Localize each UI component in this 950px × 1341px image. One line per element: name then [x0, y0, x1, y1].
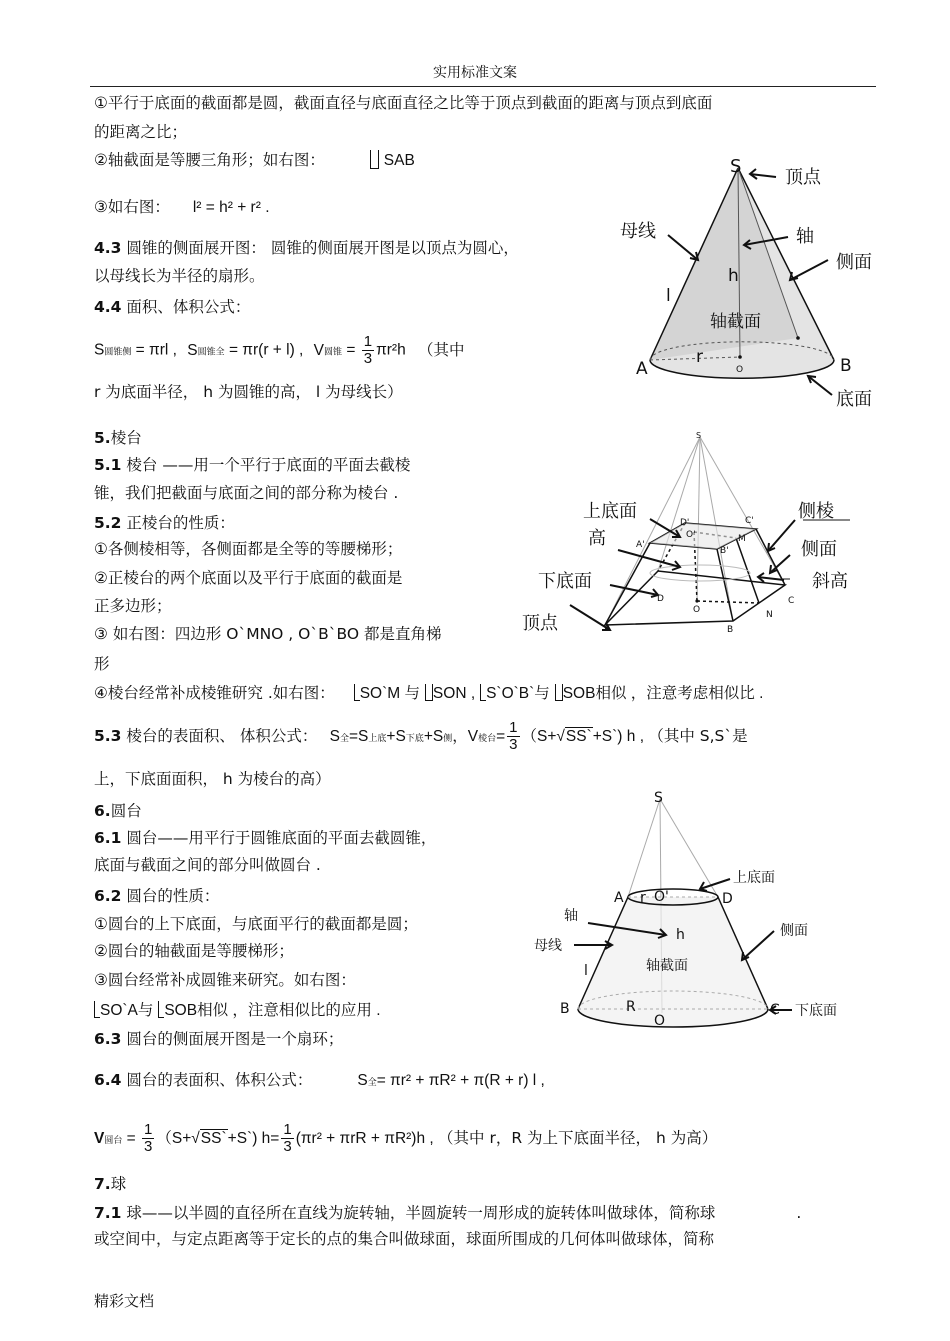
frac-num: 1 [509, 719, 518, 737]
one-third [362, 334, 374, 367]
frustum-figure [520, 425, 860, 650]
paren-open: （S+ [156, 1130, 192, 1147]
s44-number: 4.4 [94, 298, 122, 316]
s51-text: 棱台 ——用一个平行于底面的平面去截棱 [121, 456, 411, 474]
s-letter: S [94, 341, 105, 359]
label-vertex: 顶点 [785, 167, 821, 188]
similar-1: SO`M 与 [359, 685, 420, 702]
s44-line [94, 297, 250, 317]
page-header: 实用标准文案 [433, 65, 517, 81]
s-sub: 下底 [405, 733, 424, 743]
label-r: r [640, 890, 646, 906]
s7-title: 球 [110, 1175, 127, 1193]
s62-p2: ②圆台的轴截面是等腰梯形； [94, 942, 294, 960]
s-letter: S [187, 341, 198, 359]
label-axis: 轴 [796, 226, 814, 247]
label-a: A [604, 624, 611, 634]
frac-den: 3 [283, 1138, 292, 1156]
label-o1: O' [654, 889, 669, 905]
s43-text: 圆锥的侧面展开图： 圆锥的侧面展开图是以顶点为圆心， [121, 239, 519, 257]
v-letter: V [467, 728, 479, 745]
label-b1: B' [720, 546, 729, 556]
s52-p3b: 形 [94, 655, 110, 673]
label-o: O [654, 1013, 666, 1029]
one-third [507, 720, 519, 753]
s64-number: 6.4 [94, 1071, 122, 1089]
s-letter: S [329, 728, 340, 745]
s52-line [94, 513, 235, 533]
label-s: S [730, 156, 742, 177]
label-slant: 斜高 [812, 571, 848, 592]
comma: ， [452, 728, 468, 745]
s7-heading [94, 1174, 126, 1194]
s53-number: 5.3 [94, 727, 122, 745]
s61-line2: 底面与截面之间的部分叫做圆台 . [94, 856, 321, 874]
plus: +S [423, 728, 444, 745]
s53-note2: 上，下底面面积， h 为棱台的高） [94, 770, 331, 788]
v-sub: 圆锥 [324, 346, 343, 357]
label-generatrix: 母线 [620, 221, 656, 242]
label-s: S [654, 790, 663, 806]
s53-line: 5.3 棱台的表面积、 体积公式： S全=S上底+S下底+S侧，V棱台= $\frac{1}{3}$ （S+√SS`+S`) h , （其中 S,S`是 [94, 719, 748, 754]
equals: = [496, 728, 506, 745]
cone-note: r 为底面半径， h 为圆锥的高， l 为母线长） [94, 383, 403, 401]
label-upper-base: 上底面 [583, 501, 637, 522]
similar-4: SOB相似 ，注意考虑相似比 . [562, 685, 764, 702]
s51-number: 5.1 [94, 456, 122, 474]
s52-p2: ②正棱台的两个底面以及平行于底面的截面是 [94, 569, 403, 587]
label-h: h [728, 266, 739, 286]
v-sub: 棱台 [478, 733, 497, 743]
s-sub: 圆锥侧 [104, 346, 132, 357]
paren-close: +S`) h , [592, 728, 645, 745]
similar-3: S`O`B`与 [486, 685, 550, 702]
s52-number: 5.2 [94, 514, 122, 532]
label-lateral: 侧面 [836, 252, 872, 273]
label-a1: A' [636, 540, 645, 550]
s71-text: 球——以半圆的直径所在直线为旋转轴，半圆旋转一周形成的旋转体叫做球体，简称球 [121, 1204, 716, 1222]
v-letter: V [94, 1130, 105, 1147]
label-upper-base: 上底面 [733, 870, 775, 886]
s63-line [94, 1029, 343, 1049]
note: （其中 r，R 为上下底面半径， h 为高） [438, 1129, 718, 1147]
plus: +S [386, 728, 406, 745]
sab-label: SAB [383, 152, 415, 169]
label-b: B [727, 625, 734, 635]
center-point [738, 355, 742, 359]
label-o: O [736, 365, 744, 375]
dot: . [796, 1204, 802, 1222]
frac-den: 3 [509, 736, 518, 754]
s63-number: 6.3 [94, 1030, 122, 1048]
s64-text: 圆台的表面积、体积公式： [121, 1071, 313, 1089]
triangle-symbol [555, 684, 563, 701]
s5-number: 5. [94, 429, 111, 447]
label-lateral-edge: 侧棱 [798, 501, 834, 522]
cone-prop-3 [94, 197, 270, 218]
label-l: l [666, 286, 671, 306]
triangle-symbol [370, 150, 379, 169]
s52-p3: ③ 如右图：四边形 O`MNO , O`B`BO 都是直角梯 [94, 625, 442, 643]
one-third [281, 1122, 293, 1155]
s7-number: 7. [94, 1175, 111, 1193]
frac-num: 1 [283, 1121, 292, 1139]
s64-volume: V圆台 = $\frac{1}{3}$ （S+√SS`+S`) h= $\frac{1}{3}$ (πr² + πrR + πR²)h , （其中 r，R 为上下底面半径， h 为高） [94, 1121, 718, 1156]
s44-text: 面积、体积公式： [121, 298, 251, 316]
label-big-r: R [626, 999, 636, 1015]
label-height: 高 [588, 528, 606, 549]
label-o: O [693, 605, 701, 615]
triangle-symbol [425, 684, 433, 701]
s61-number: 6.1 [94, 829, 122, 847]
s-sub: 全 [367, 1078, 377, 1088]
page-footer: 精彩文档 [94, 1292, 155, 1310]
sqrt-term: SS` [565, 728, 592, 745]
edge-point [796, 336, 800, 340]
label-axial: 轴截面 [646, 958, 688, 974]
one-third [142, 1122, 154, 1155]
cone-figure [600, 150, 890, 415]
cone-prop-1-cont: 的距离之比； [94, 123, 188, 141]
equals: = [126, 1130, 136, 1147]
label-axial: 轴截面 [710, 312, 761, 332]
s62-p3: ③圆台经常补成圆锥来研究。如右图： [94, 971, 356, 989]
mid-section [650, 565, 750, 581]
label-lateral: 侧面 [801, 539, 837, 560]
s43-line [94, 238, 519, 258]
label-b: B [840, 356, 852, 376]
equals: = [346, 341, 356, 359]
label-generatrix: 母线 [534, 938, 562, 954]
total-area: = πr(r + l) [228, 341, 295, 359]
label-c: C [788, 596, 795, 606]
s63-text: 圆台的侧面展开图是一个扇环； [121, 1030, 344, 1048]
s51-line2: 锥，我们把截面与底面之间的部分称为棱台 . [94, 484, 399, 502]
similar-1: SO`A与 [100, 1002, 154, 1019]
label-n: N [766, 610, 773, 620]
v-sub: 圆台 [104, 1135, 123, 1145]
label-lower-base: 下底面 [795, 1003, 837, 1019]
s52-text: 正棱台的性质： [121, 514, 235, 532]
label-a: A [636, 359, 648, 379]
v-letter: V [313, 341, 325, 359]
s43-line2: 以母线长为半径的扇形。 [94, 267, 265, 285]
frac-num: 1 [363, 333, 373, 350]
lateral-area: = πrl [135, 341, 169, 359]
similar-2: SOB相似 ，注意相似比的应用 . [164, 1002, 381, 1019]
s53-text: 棱台的表面积、 体积公式： [121, 727, 318, 745]
s6-heading [94, 801, 142, 821]
s-sub: 全 [339, 733, 349, 743]
cone-prop-2 [94, 150, 415, 171]
label-s: S [696, 431, 702, 440]
label-base: 底面 [836, 389, 872, 410]
frac-den: 3 [363, 350, 373, 367]
s64-line [94, 1070, 545, 1093]
cone-formulas: S圆锥侧 = πrl , S圆锥全 = πr(r + l) , V圆锥 = $\frac{1}{3}$ πr²h （其中 [94, 333, 465, 367]
s52-p4 [94, 683, 763, 704]
label-lateral: 侧面 [780, 923, 808, 939]
label-d: D [657, 594, 664, 604]
s62-p1: ①圆台的上下底面，与底面平行的截面都是圆； [94, 915, 418, 933]
frac-num: 1 [144, 1121, 153, 1139]
label-o1: O' [686, 530, 696, 540]
label-b: B [560, 1001, 570, 1017]
frac-den: 3 [144, 1138, 153, 1156]
s6-title: 圆台 [110, 802, 142, 820]
mid: +S`) h= [227, 1130, 280, 1147]
s-sub: 侧 [443, 733, 453, 743]
label-lower-base: 下底面 [538, 571, 592, 592]
s52-p1: ①各侧棱相等，各侧面都是全等的等腰梯形； [94, 540, 403, 558]
label-axis: 轴 [564, 908, 578, 924]
label-h: h [676, 927, 685, 943]
cone-prop-2-text: ②轴截面是等腰三角形；如右图： [94, 151, 325, 169]
label-c1: C' [745, 516, 754, 526]
s61-line [94, 828, 436, 848]
paren-open: （S+ [521, 728, 557, 745]
s52-p4-text: ④棱台经常补成棱锥研究 .如右图： [94, 684, 335, 702]
s62-line [94, 886, 219, 906]
s43-number: 4.3 [94, 239, 122, 257]
label-vertex: 顶点 [522, 613, 558, 634]
s-sub: 上底 [368, 733, 387, 743]
header-rule [90, 86, 876, 87]
volume: πr²h [376, 341, 406, 359]
s51-line [94, 455, 410, 475]
s71-line [94, 1203, 801, 1223]
s5-heading [94, 428, 142, 448]
s52-p2b: 正多边形； [94, 597, 172, 615]
s5-title: 棱台 [110, 429, 142, 447]
note: （其中 S,S`是 [648, 727, 748, 745]
note: （其中 [418, 341, 465, 359]
label-r: r [696, 347, 703, 367]
s6-number: 6. [94, 802, 111, 820]
s62-text: 圆台的性质： [121, 887, 220, 905]
volume-expanded: (πr² + πrR + πR²)h , [295, 1130, 434, 1147]
s61-text: 圆台——用平行于圆锥底面的平面去截圆锥， [121, 829, 437, 847]
s62-p4 [94, 1000, 381, 1021]
s62-number: 6.2 [94, 887, 122, 905]
label-a: A [614, 890, 624, 906]
label-m: M [738, 534, 746, 544]
s71-line2: 或空间中，与定点距离等于定长的点的集合叫做球面，球面所围成的几何体叫做球体，简称 [94, 1230, 715, 1248]
s-val: =S [349, 728, 369, 745]
point-o [695, 599, 698, 602]
label-l: l [584, 963, 588, 979]
pythag-formula: l² = h² + r² . [192, 199, 270, 216]
s71-number: 7.1 [94, 1204, 122, 1222]
s-sub: 圆锥全 [197, 346, 225, 357]
cone-prop-3-text: ③如右图： [94, 198, 170, 216]
sqrt-term: SS` [200, 1130, 227, 1147]
area-formula: = πr² + πR² + π(R + r) l , [376, 1072, 545, 1089]
round-frustum-figure [530, 785, 870, 1035]
similar-2: SON , [432, 685, 476, 702]
label-d1: D' [680, 518, 690, 528]
cone-prop-1: ①平行于底面的截面都是圆，截面直径与底面直径之比等于顶点到截面的距离与顶点到底面 [94, 94, 713, 112]
label-c: C [770, 1002, 780, 1018]
s-letter: S [357, 1072, 368, 1089]
label-d: D [722, 891, 733, 907]
